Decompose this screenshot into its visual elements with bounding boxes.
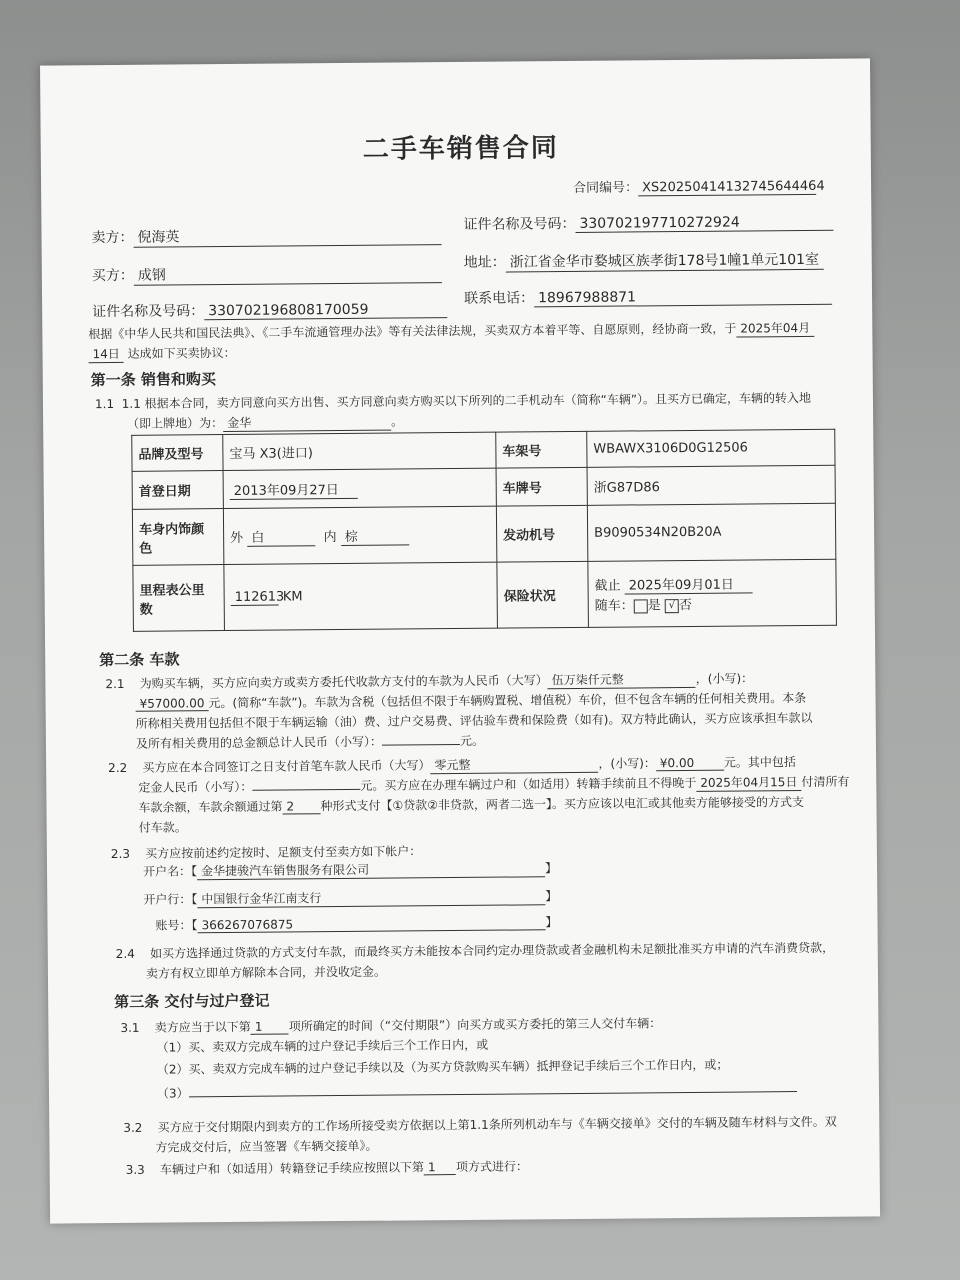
p22-line-4: 付车款。 — [138, 820, 187, 835]
buyer-field: 买方： 成钢 — [92, 262, 442, 286]
seller-field: 卖方： 倪海英 — [91, 224, 441, 248]
p22-line-2: 定金人民币（小写）： 元。买方应在办理车辆过户和（如适用）转籍手续前且不得晚于 2025年04月15日 付清所有 — [138, 774, 850, 795]
mileage-label: 里程表公里 数 — [133, 565, 225, 632]
intro-line-1: 根据《中华人民共和国民法典》、《二手车流通管理办法》等有关法律法规，买卖双方本着平等、自愿原则，经协商一致，于 2025年04月 — [88, 319, 814, 343]
mileage-cell: 112613 KM — [224, 562, 498, 630]
sec1-line-2: （即上牌地）为： 金华 。 — [127, 414, 404, 431]
color-label: 车身内饰颜 色 — [132, 509, 223, 566]
p21-line-4: 及所有相关费用的总金额总计人民币（小写）： 元。 — [135, 733, 485, 751]
no-checkbox: √ — [665, 599, 679, 613]
engine-value: B9090534N20B20A — [587, 503, 835, 561]
p23-line-1: 2.3 买方应按前述约定按时、足额支付至卖方如下帐户： — [110, 844, 422, 862]
first-reg-cell — [223, 468, 496, 508]
mileage-value: 112613 — [231, 589, 279, 605]
section-2-title: 第二条 车款 — [99, 650, 180, 670]
insurance-cell: 截止 2025年09月01日 随车： 是 √ 否 — [588, 559, 837, 627]
yes-checkbox — [634, 599, 648, 613]
section-1-title: 第一条 销售和购买 — [90, 370, 217, 390]
p31-option-1: （1）买、卖双方完成车辆的过户登记手续后三个工作日内，或 — [156, 1037, 489, 1055]
p21-line-1: 2.1 为购买车辆，买方应向卖方或卖方委托代收款方支付的车款为人民币（大写） 伍万柒仟元整 ，(小写)： — [105, 671, 754, 692]
engine-label: 发动机号 — [496, 505, 587, 562]
insurance-until: 2025年09月01日 — [625, 573, 753, 594]
p22-line-1: 2.2 买方应在本合同签订之日支付首笔车款人民币（大写） 零元整 ，(小写)： ¥0.00 元。其中包括 — [108, 755, 796, 776]
document-title: 二手车销售合同 — [362, 133, 559, 165]
p21-line-2: ¥57000.00 元。(简称“车款”)。车款为含税（包括但不限于车辆购置税、增值税）车价，但不包含车辆的任何相关费用。本条 — [136, 689, 807, 712]
contract-number: 合同编号： XS20250414132745644464 — [573, 178, 825, 196]
p31-option-2: （2）买、卖双方完成车辆的过户登记手续以及（为买方贷款购买车辆）抵押登记手续后三个工作日内，或； — [156, 1057, 729, 1077]
buyer-id-field: 证件名称及号码： 330702196808170059 — [92, 298, 447, 321]
phone-field: 联系电话： 18967988871 — [464, 285, 832, 308]
interior-color: 棕 — [341, 525, 409, 546]
contract-page — [40, 58, 880, 1223]
vin-value: WBAWX3106D0G12506 — [587, 429, 835, 467]
vehicle-info-table — [131, 429, 837, 632]
brand-value: 宝马 X3(进口) — [223, 432, 496, 470]
seller-id-field: 证件名称及号码： 330702197710272924 — [463, 211, 833, 234]
account-no-row: 账号：【 366267076875 】 — [155, 915, 558, 933]
exterior-color: 白 — [247, 526, 315, 547]
brand-label: 品牌及型号 — [132, 435, 223, 472]
section-3-title: 第三条 交付与过户登记 — [114, 991, 270, 1012]
plate-value: 浙G87D86 — [587, 465, 835, 505]
p24-line-2: 卖方有权立即单方解除本合同，并没收定金。 — [145, 964, 387, 981]
bank-row: 开户行：【 中国银行金华江南支行 】 — [143, 889, 558, 907]
first-reg-value: 2013年09月27日 — [230, 478, 358, 499]
plate-label: 车牌号 — [496, 467, 587, 506]
p32-line-1: 3.2 买方应于交付期限内到卖方的工作场所接受卖方依据以上第1.1条所列机动车与《车辆交接单》交付的车辆及随车材料与文件。双 — [123, 1114, 837, 1135]
p24-line-1: 2.4 如买方选择通过贷款的方式支付车款，而最终买方未能按本合同约定办理贷款或者金融机构未足额批准买方申请的汽车消费贷款， — [115, 940, 835, 961]
p21-line-3: 所称相关费用包括但不限于车辆运输（油）费、过户交易费、评估验车费和保险费（如有)。双方特此确认，买方应该承担车款以 — [135, 710, 813, 731]
sec1-line-1: 1.1 1.1 根据本合同，卖方同意向买方出售、买方同意向卖方购买以下所列的二手机动车（简称“车辆”）。且买方已确定，车辆的转入地 — [94, 390, 812, 412]
vin-label: 车架号 — [496, 431, 587, 468]
first-reg-label: 首登日期 — [132, 471, 223, 510]
account-name-row: 开户名：【 金华捷骏汽车销售服务有限公司 】 — [142, 861, 558, 879]
address-field: 地址： 浙江省金华市婺城区族孝街178号1幢1单元101室 — [464, 249, 824, 273]
p31-option-3: （3） — [157, 1079, 797, 1102]
p31-line-1: 3.1 卖方应当于以下第 1 项所确定的时间（“交付期限”）向买方或买方委托的第三人交付车辆： — [120, 1016, 662, 1035]
color-cell: 外 白 内 棕 — [223, 506, 496, 564]
p33-line-1: 3.3 车辆过户和（如适用）转籍登记手续应按照以下第 1 项方式进行： — [125, 1159, 529, 1177]
p32-line-2: 方完成交付后，应当签署《车辆交接单》。 — [155, 1138, 378, 1155]
intro-line-2: 14日 达成如下买卖协议： — [88, 344, 235, 363]
p22-line-3: 车款余额，车款余额通过第 2 种形式支付【①贷款②非贷款，两者二选一】。买方应该以电汇或其他卖方能够接受的方式支 — [138, 794, 805, 815]
insurance-label: 保险状况 — [497, 561, 589, 628]
